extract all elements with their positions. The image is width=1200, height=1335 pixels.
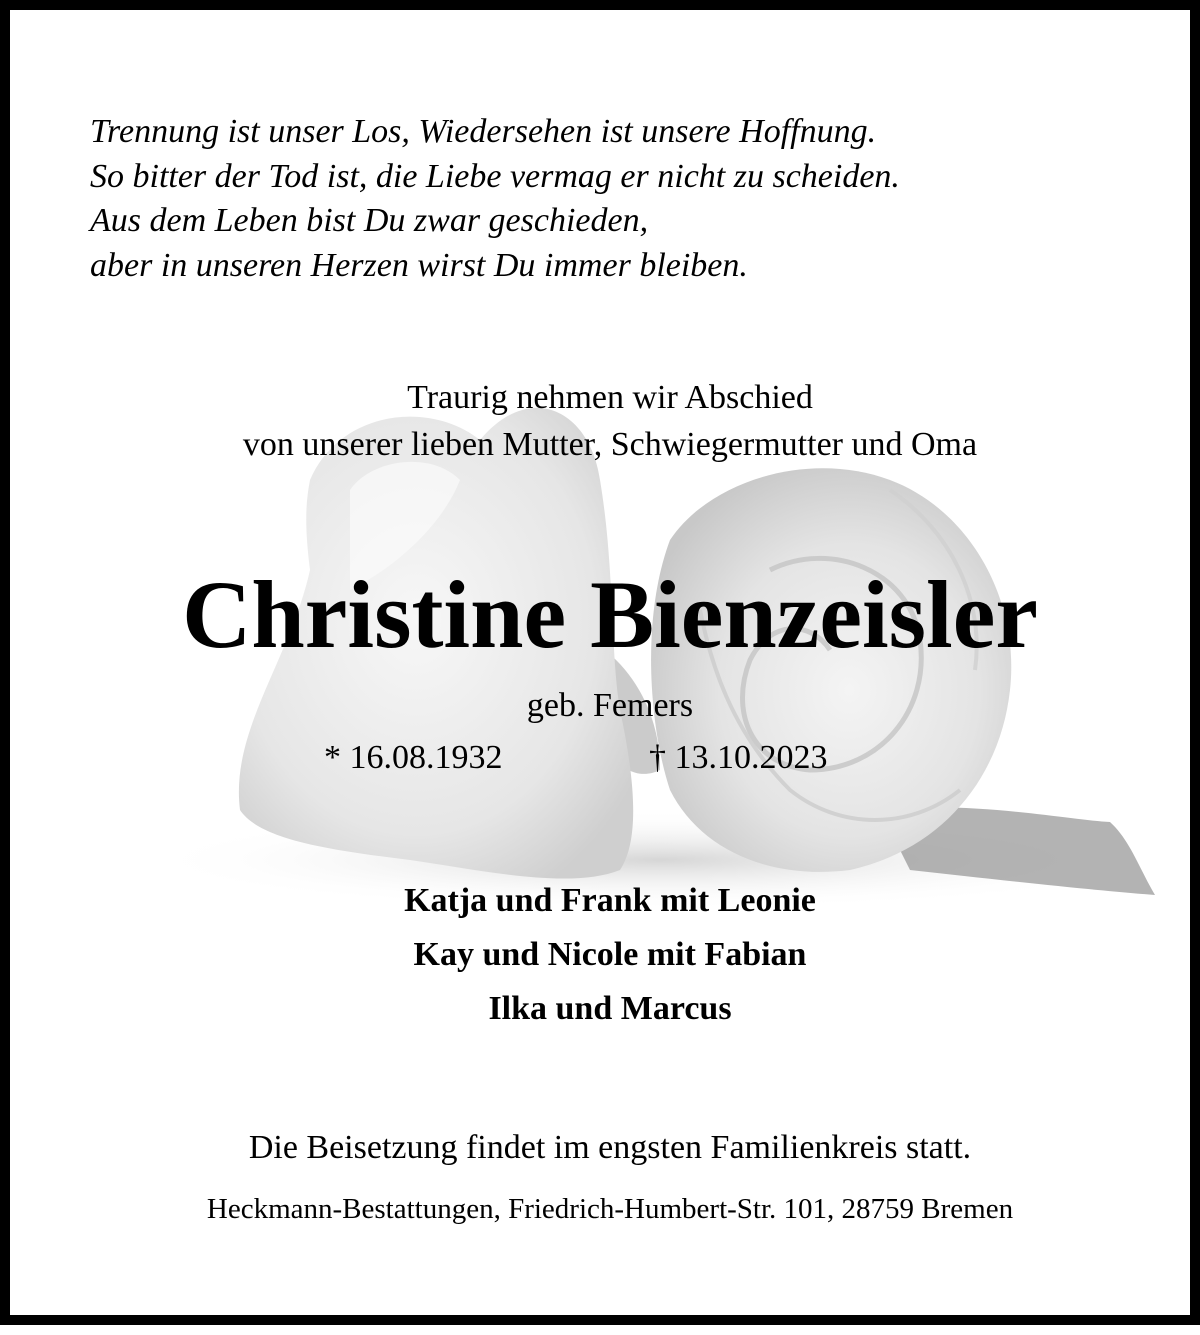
poem-line: Aus dem Leben bist Du zwar geschieden, — [90, 202, 649, 240]
burial-notice: Die Beisetzung findet im engsten Familienkreis statt. — [248, 1129, 972, 1166]
mourners-list — [10, 874, 1200, 1036]
mourner-line: Katja und Frank mit Leonie — [404, 882, 816, 919]
poem — [90, 110, 900, 289]
mourner-line: Kay und Nicole mit Fabian — [413, 936, 807, 973]
poem-line: aber in unseren Herzen wirst Du immer bleiben. — [90, 247, 748, 285]
deceased-name: Christine Bienzeisler — [182, 561, 1038, 668]
intro-line: Traurig nehmen wir Abschied — [407, 379, 813, 416]
poem-line: So bitter der Tod ist, die Liebe vermag er nicht zu scheiden. — [90, 157, 900, 195]
birth-date: * 16.08.1932 — [324, 739, 503, 776]
mourner-line: Ilka und Marcus — [488, 990, 732, 1027]
intro-text — [10, 374, 1200, 468]
death-date: † 13.10.2023 — [649, 739, 828, 776]
maiden-name: geb. Femers — [526, 687, 694, 724]
funeral-home-address: Heckmann-Bestattungen, Friedrich-Humbert-Str. 101, 28759 Bremen — [206, 1193, 1014, 1225]
poem-line: Trennung ist unser Los, Wiedersehen ist unsere Hoffnung. — [90, 113, 877, 150]
intro-line: von unserer lieben Mutter, Schwiegermutter und Oma — [242, 426, 978, 463]
